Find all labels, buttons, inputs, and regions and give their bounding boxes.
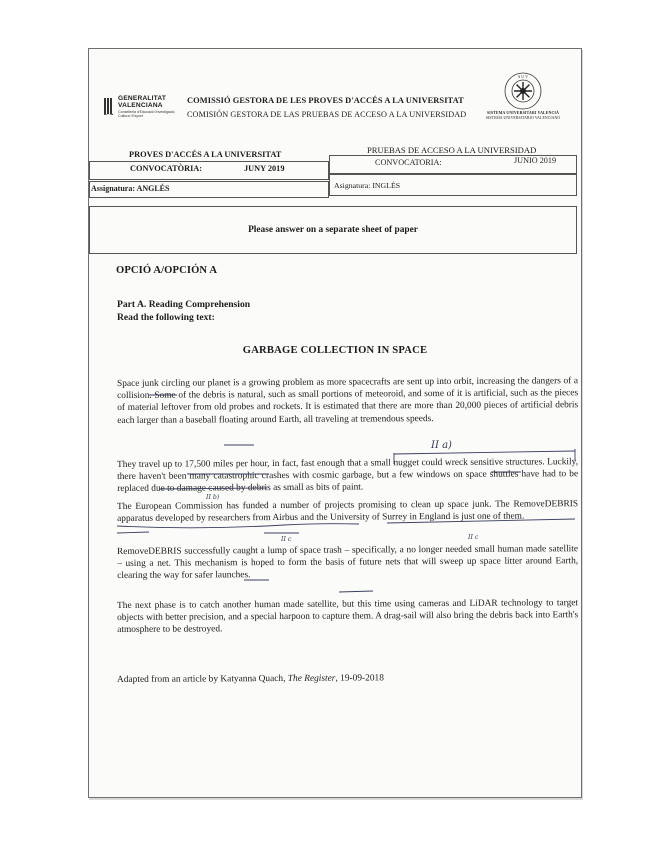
exam-sheet bbox=[88, 48, 582, 798]
underline-is-just bbox=[117, 532, 149, 533]
convocatoria-va-value: JUNY 2019 bbox=[244, 164, 285, 173]
part-heading: Part A. Reading Comprehension bbox=[117, 299, 251, 310]
generalitat-emblem-icon bbox=[103, 97, 115, 115]
underline-small-nugget bbox=[394, 451, 575, 454]
article-title: GARBAGE COLLECTION IN SPACE bbox=[242, 345, 428, 356]
underline-launches bbox=[339, 591, 373, 592]
subject-es: Asignatura: INGLÉS bbox=[334, 181, 401, 190]
generalitat-line1: GENERALITAT bbox=[118, 95, 167, 102]
commission-title-va: COMISSIÓ GESTORA DE LES PROVES D'ACCÉS A LA UNIVERSITAT bbox=[187, 96, 464, 105]
generalitat-line2: VALENCIANA bbox=[118, 102, 163, 109]
instruction-text: Please answer on a separate sheet of paper bbox=[248, 225, 418, 235]
handnote-2a: II a) bbox=[431, 440, 452, 451]
article-credit bbox=[117, 673, 384, 685]
article-paragraph-3: The European Commission has funded a number of projects promising to clean up space junk. The RemoveDEBRIS apparatus developed by researchers from Airbus and the University of Surrey in England is just one of them. bbox=[117, 499, 579, 525]
article-paragraph-1: Space junk circling our planet is a growing problem as more spacecrafts are sent up into orbit, increasing the dangers of a collision. Some of the debris is natural, such as small portions of meteoroid, and some of it is artificial, such as the pieces of material leftover from old probes and rockets. It is estimated that there are more than 20,000 pieces of artificial debris each larger than a baseball floating around Earth, all traveling at tremendous speeds. bbox=[117, 376, 579, 426]
handnote-2b: II b) bbox=[206, 494, 220, 501]
subject-va: Assignatura: ANGLÉS bbox=[91, 184, 170, 193]
credit-date: , 19-09-2018 bbox=[335, 673, 384, 684]
sut-line1: SISTEMA UNIVERSITARI VALENCIÀ bbox=[486, 111, 560, 115]
university-seal-icon bbox=[503, 71, 543, 111]
convocatoria-es-value: JUNIO 2019 bbox=[514, 156, 557, 165]
sut-line2: SISTEMA UNIVERSITARIO VALENCIANO bbox=[485, 116, 561, 120]
article-paragraph-5: The next phase is to catch another human made satellite, but this time using cameras and LiDAR technology to target objects with better precision, and a special harpoon to capture them. A drag-sail will also bring the debris back into Earth's atmosphere to be destroyed. bbox=[117, 598, 579, 636]
credit-source: The Register bbox=[287, 673, 336, 684]
handnote-2c-a: II c bbox=[281, 536, 292, 543]
article-paragraph-2: They travel up to 17,500 miles per hour, in fact, fast enough that a small nugget could wreck sensitive structures. Luckily, there haven't been many catastrophic crashes with cosmic garbage, but a few windows on space shuttles have had to be replaced due to damage caused by debris as small as bits of paint. bbox=[117, 457, 579, 495]
credit-prefix: Adapted from an article by Katyanna Quach, bbox=[117, 673, 288, 685]
read-instruction: Read the following text: bbox=[117, 312, 215, 323]
pruebas-title: PRUEBAS DE ACCESO A LA UNIVERSIDAD bbox=[367, 145, 537, 155]
handnote-2c-b: II c bbox=[468, 534, 479, 541]
proves-title: PROVES D'ACCÉS A LA UNIVERSITAT bbox=[129, 150, 282, 159]
commission-title-es: COMISIÓN GESTORA DE LAS PRUEBAS DE ACCESO A LA UNIVERSIDAD bbox=[187, 110, 467, 119]
convocatoria-va-box bbox=[89, 161, 329, 180]
seal-text: S U V bbox=[518, 74, 528, 79]
article-paragraph-4: RemoveDEBRIS successfully caught a lump of space trash – specifically, a no longer needed small human made satellite – using a net. This mechanism is hoped to form the basis of future nets that will sweep up space litter around Earth, clearing the way for safer launches. bbox=[117, 544, 579, 582]
generalitat-subline: Conselleria d'Educació Investigació, Cultura i Esport bbox=[118, 110, 176, 118]
option-heading: OPCIÓ A/OPCIÓN A bbox=[116, 265, 218, 276]
convocatoria-va-label: CONVOCATÒRIA: bbox=[130, 164, 203, 173]
convocatoria-es-label: CONVOCATORIA: bbox=[375, 158, 442, 167]
